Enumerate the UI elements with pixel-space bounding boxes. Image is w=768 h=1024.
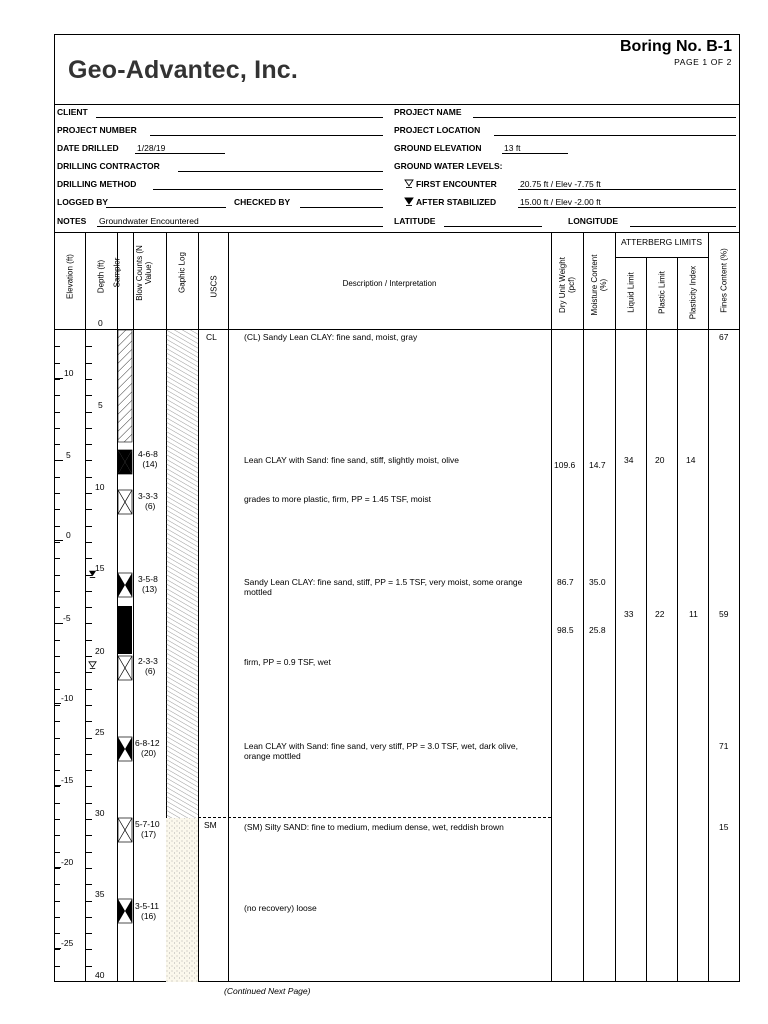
blow-count-cell: 6-8-12 (20) [135,738,160,758]
col-divider [583,232,584,982]
depth-minor-tick [86,640,92,641]
depth-minor-tick [86,363,92,364]
col-divider [615,232,616,982]
first-encounter-water-icon [404,178,414,190]
col-dry-unit-weight-header: Dry Unit Weight (pcf) [558,257,576,313]
drilling-contractor-field [178,171,383,172]
date-drilled-label: DATE DRILLED [57,143,119,153]
company-name: Geo-Advantec, Inc. [68,56,299,84]
description-text: Sandy Lean CLAY: fine sand, stiff, PP = 1.5 TSF, very moist, some orange mottled [244,577,523,597]
dry-unit-weight-value: 86.7 [557,577,574,587]
elevation-minor-tick [54,835,60,836]
client-label: CLIENT [57,107,88,117]
elevation-label: 5 [66,450,71,460]
elevation-minor-tick [54,917,60,918]
depth-minor-tick [86,721,92,722]
date-drilled-value: 1/28/19 [137,143,166,153]
plastic-limit-value: 20 [655,455,665,465]
fines-value: 71 [719,741,729,751]
depth-minor-tick [86,412,92,413]
ground-elevation-value: 13 ft [504,143,521,153]
after-stabilized-water-icon [404,196,414,208]
uscs-code: CL [206,332,217,342]
stabilized-water-level-icon [88,565,97,583]
elevation-tick [54,540,63,541]
project-name-label: PROJECT NAME [394,107,462,117]
col-divider [646,257,647,982]
checked-by-field [300,207,383,208]
after-stabilized-label: AFTER STABILIZED [416,197,497,207]
drilling-contractor-label: DRILLING CONTRACTOR [57,161,160,171]
plasticity-index-value: 11 [689,609,698,619]
col-graphic-log-header: Gaphic Log [177,252,187,293]
project-location-label: PROJECT LOCATION [394,125,481,135]
depth-minor-tick [86,819,92,820]
col-divider [551,232,552,982]
elevation-minor-tick [54,346,60,347]
col-description-header: Description / Interpretation [342,279,437,288]
depth-minor-tick [86,428,92,429]
client-field [96,117,383,118]
elevation-minor-tick [54,966,60,967]
depth-label: 25 [95,727,105,737]
elevation-minor-tick [54,558,60,559]
elevation-label: -20 [61,857,74,867]
continued-note: (Continued Next Page) [224,986,311,996]
fines-value: 15 [719,822,729,832]
elevation-minor-tick [54,444,60,445]
col-elevation-header: Elevation (ft) [65,254,75,299]
depth-minor-tick [86,509,92,510]
depth-minor-tick [86,901,92,902]
depth-label: 35 [95,889,105,899]
depth-label: 20 [95,646,105,656]
elevation-minor-tick [54,591,60,592]
liquid-limit-value: 34 [624,455,634,465]
description-text: (SM) Silty SAND: fine to medium, medium dense, wet, reddish brown [244,822,504,832]
dry-unit-weight-value: 109.6 [554,460,576,470]
blow-count-cell: 2-3-3 (6) [138,656,158,676]
elevation-minor-tick [54,949,60,950]
col-atterberg-header: ATTERBERG LIMITS [620,237,703,247]
first-encounter-water-level-icon [88,656,97,674]
elevation-minor-tick [54,852,60,853]
elevation-minor-tick [54,656,60,657]
fines-value: 59 [719,609,729,619]
depth-minor-tick [86,493,92,494]
stratum-boundary [198,817,551,818]
page-indicator: PAGE 1 OF 2 [674,57,732,67]
elevation-minor-tick [54,689,60,690]
ground-water-levels-label: GROUND WATER LEVELS: [394,161,503,171]
elevation-minor-tick [54,770,60,771]
depth-minor-tick [86,868,92,869]
checked-by-label: CHECKED BY [234,197,291,207]
depth-minor-tick [86,607,92,608]
col-divider [708,232,709,982]
after-stabilized-value: 15.00 ft / Elev -2.00 ft [520,197,601,207]
notes-field [97,226,383,227]
elevation-label: 0 [66,530,71,540]
depth-minor-tick [86,933,92,934]
elevation-tick [54,785,61,786]
moisture-value: 35.0 [589,577,606,587]
after-stabilized-field [518,207,736,208]
depth-label: 40 [95,970,105,980]
table-top-rule [54,232,740,233]
depth-minor-tick [86,558,92,559]
depth-minor-tick [86,884,92,885]
depth-minor-tick [86,444,92,445]
logged-by-label: LOGGED BY [57,197,109,207]
depth-minor-tick [86,689,92,690]
elevation-label: -25 [61,938,74,948]
ground-elevation-field [502,153,568,154]
elevation-minor-tick [54,379,60,380]
project-number-label: PROJECT NUMBER [57,125,137,135]
depth-label: 0 [98,318,103,328]
elevation-minor-tick [54,640,60,641]
col-moisture-header: Moisture Content (%) [590,254,608,316]
graphic-log [166,330,198,982]
first-encounter-field [518,189,736,190]
col-divider [133,232,134,982]
plasticity-index-value: 14 [686,455,696,465]
col-depth-header: Depth (ft) [96,259,106,294]
liquid-limit-value: 33 [624,609,634,619]
longitude-field [630,226,736,227]
first-encounter-value: 20.75 ft / Elev -7.75 ft [520,179,601,189]
drilling-method-field [153,189,383,190]
logged-by-field [106,207,226,208]
elevation-minor-tick [54,738,60,739]
sampler-column-graphic [117,330,133,982]
depth-minor-tick [86,526,92,527]
latitude-label: LATITUDE [394,216,436,226]
blow-count-cell: 3-5-8 (13) [138,574,158,594]
description-text: Lean CLAY with Sand: fine sand, stiff, slightly moist, olive [244,455,459,465]
project-location-field [494,135,736,136]
depth-minor-tick [86,835,92,836]
depth-minor-tick [86,379,92,380]
atterberg-rule [615,257,708,258]
elevation-tick [54,460,63,461]
elevation-minor-tick [54,933,60,934]
longitude-label: LONGITUDE [568,216,619,226]
latitude-field [444,226,542,227]
depth-minor-tick [86,477,92,478]
elevation-tick [54,623,63,624]
elevation-minor-tick [54,803,60,804]
depth-minor-tick [86,623,92,624]
depth-minor-tick [86,705,92,706]
moisture-value: 25.8 [589,625,606,635]
depth-minor-tick [86,786,92,787]
elevation-minor-tick [54,754,60,755]
ground-elevation-label: GROUND ELEVATION [394,143,482,153]
depth-label: 5 [98,400,103,410]
elevation-tick [54,948,61,949]
col-plastic-limit-header: Plastic Limit [657,271,667,314]
description-text: (CL) Sandy Lean CLAY: fine sand, moist, gray [244,332,418,342]
blow-count-cell: 4-6-8 (14) [138,449,158,469]
uscs-code: SM [204,820,217,830]
depth-minor-tick [86,542,92,543]
moisture-value: 14.7 [589,460,606,470]
boring-number: Boring No. B-1 [620,38,732,55]
elevation-minor-tick [54,672,60,673]
depth-minor-tick [86,395,92,396]
blow-count-cell: 5-7-10 (17) [135,819,160,839]
elevation-minor-tick [54,395,60,396]
col-divider [677,257,678,982]
elevation-minor-tick [54,705,60,706]
depth-minor-tick [86,949,92,950]
plastic-limit-value: 22 [655,609,665,619]
col-sampler-header: Sampler [112,257,122,288]
elevation-tick [54,867,61,868]
col-divider [198,232,199,982]
elevation-minor-tick [54,819,60,820]
depth-minor-tick [86,917,92,918]
project-name-field [473,117,736,118]
elevation-minor-tick [54,493,60,494]
elevation-label: -5 [63,613,71,623]
table-header-rule [54,329,740,330]
elevation-minor-tick [54,412,60,413]
first-encounter-label: FIRST ENCOUNTER [416,179,497,189]
elevation-minor-tick [54,575,60,576]
description-text: firm, PP = 0.9 TSF, wet [244,657,331,667]
header-divider [54,104,740,105]
col-fines-header: Fines Content (%) [719,248,729,313]
blow-count-cell: 3-3-3 (6) [138,491,158,511]
project-number-field [150,135,383,136]
elevation-minor-tick [54,901,60,902]
elevation-minor-tick [54,868,60,869]
elevation-minor-tick [54,542,60,543]
depth-label: 15 [95,563,105,573]
depth-minor-tick [86,966,92,967]
depth-minor-tick [86,591,92,592]
depth-minor-tick [86,754,92,755]
description-text: grades to more plastic, firm, PP = 1.45 TSF, moist [244,494,431,504]
col-blow-counts-header: Blow Counts (N Value) [135,245,153,301]
date-drilled-field [135,153,225,154]
elevation-label: 10 [64,368,74,378]
col-plasticity-index-header: Plasticity Index [688,265,698,320]
elevation-minor-tick [54,428,60,429]
blow-count-cell: 3-5-11 (16) [135,901,159,921]
elevation-minor-tick [54,477,60,478]
depth-minor-tick [86,460,92,461]
depth-minor-tick [86,346,92,347]
elevation-minor-tick [54,363,60,364]
depth-minor-tick [86,852,92,853]
drilling-method-label: DRILLING METHOD [57,179,137,189]
notes-value: Groundwater Encountered [99,216,199,226]
elevation-tick [54,378,63,379]
depth-minor-tick [86,770,92,771]
depth-label: 30 [95,808,105,818]
elevation-label: -10 [61,693,74,703]
depth-minor-tick [86,803,92,804]
elevation-minor-tick [54,607,60,608]
elevation-minor-tick [54,786,60,787]
elevation-label: -15 [61,775,74,785]
depth-minor-tick [86,738,92,739]
depth-label: 10 [95,482,105,492]
dry-unit-weight-value: 98.5 [557,625,574,635]
notes-label: NOTES [57,216,87,226]
description-text: Lean CLAY with Sand: fine sand, very stiff, PP = 3.0 TSF, wet, dark olive, orange mottled [244,741,518,761]
elevation-tick [54,703,61,704]
elevation-minor-tick [54,526,60,527]
fines-value: 67 [719,332,729,342]
elevation-minor-tick [54,721,60,722]
col-uscs-header: USCS [209,275,219,298]
col-divider [228,232,229,982]
description-text: (no recovery) loose [244,903,317,913]
col-liquid-limit-header: Liquid Limit [626,272,636,313]
elevation-minor-tick [54,509,60,510]
elevation-minor-tick [54,884,60,885]
